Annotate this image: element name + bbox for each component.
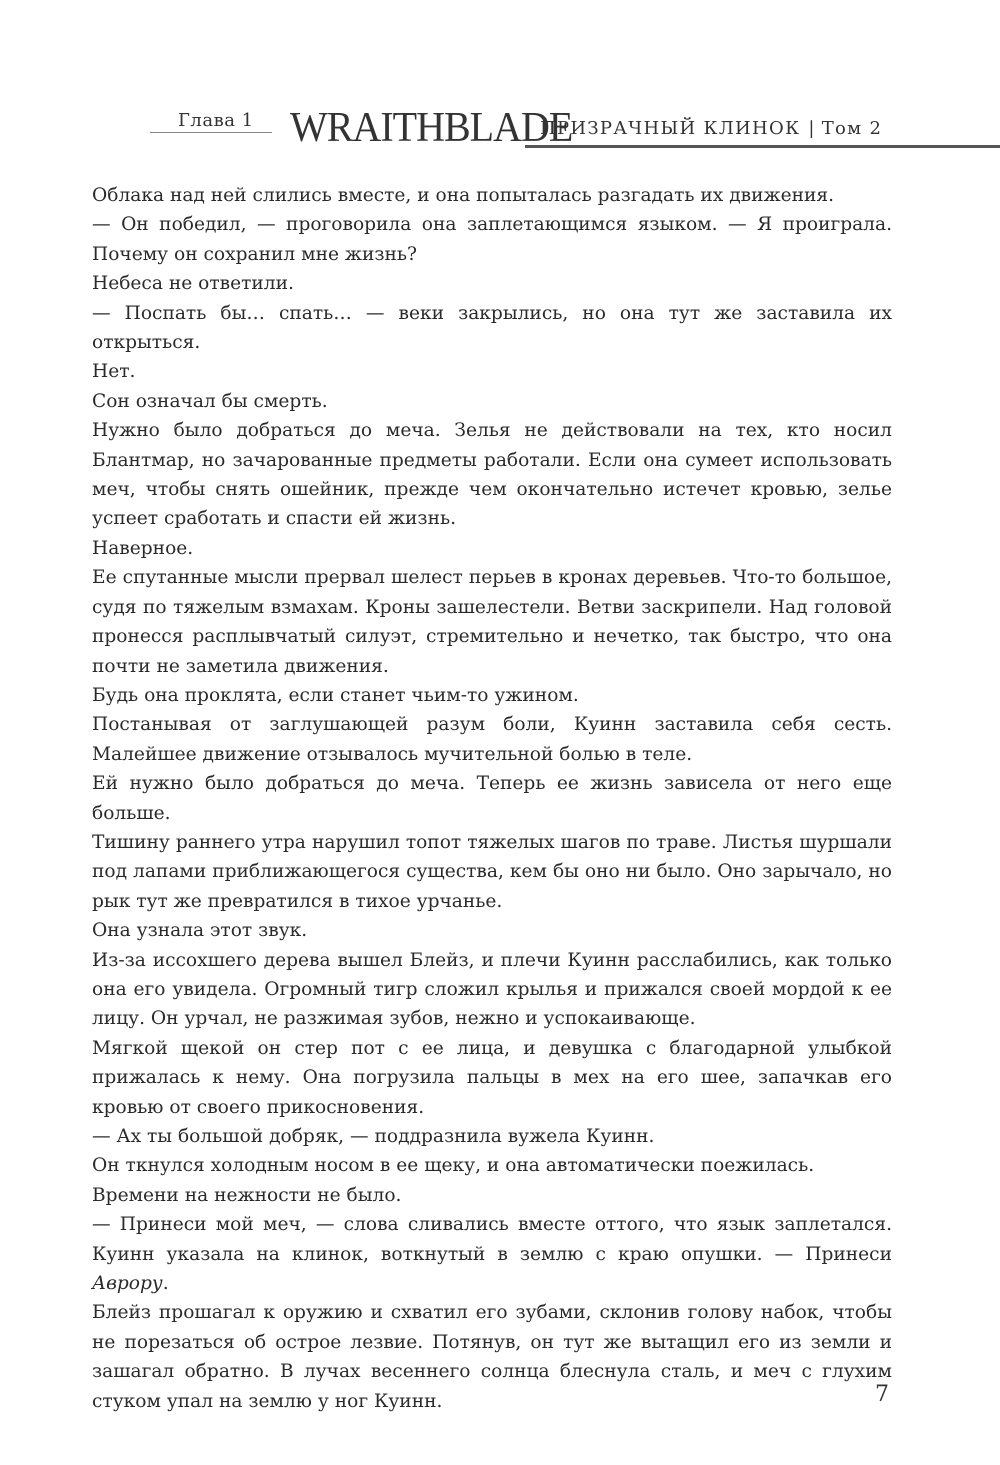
page-body: [92, 181, 892, 1416]
header-separator: |: [808, 118, 816, 139]
paragraph: Мягкой щекой он стер пот с ее лица, и девушка с благодарной улыбкой прижалась к нему. Она погрузила пальцы в мех на его шее, запачкав его кровью от своего прикосновения.: [92, 1037, 892, 1118]
paragraph: Облака над ней слились вместе, и она попыталась разгадать их движения.: [92, 185, 835, 206]
paragraph: Нет.: [92, 361, 136, 383]
sword-name: Аврору: [92, 1273, 163, 1295]
sword-text-before: — Принеси мой меч, — слова сливались вместе оттого, что язык заплетался. Куинн указала на клинок, воткнутый в землю с краю опушки. — Принеси: [92, 1214, 892, 1265]
paragraph: Тишину раннего утра нарушил топот тяжелых шагов по траве. Листья шуршали под лапами приближающегося существа, кем бы оно ни было. Оно зарычало, но рык тут же превратился в тихое урчанье.: [92, 831, 892, 912]
paragraph: Постанывая от заглушающей разум боли, Куинн заставила себя сесть. Малейшее движение отзывалось мучительной болью в теле.: [92, 714, 892, 765]
series-name: ПРИЗРАЧНЫЙ КЛИНОК: [540, 118, 801, 139]
paragraph: Наверное.: [92, 537, 194, 559]
paragraph: Будь она проклята, если станет чьим-то ужином.: [92, 684, 579, 706]
paragraph: Ей нужно было добраться до меча. Теперь ее жизнь зависела от него еще больше.: [92, 773, 892, 824]
paragraph: Небеса не ответили.: [92, 273, 294, 295]
series-title: [540, 118, 882, 139]
paragraph: — Он победил, — проговорила она заплетающимся языком. — Я проиграла. Почему он сохранил мне жизнь?: [92, 214, 892, 265]
paragraph: Он ткнулся холодным носом в ее щеку, и она автоматически поежилась.: [92, 1155, 815, 1177]
volume-label: Том 2: [821, 118, 883, 139]
chapter-rule: [150, 132, 272, 133]
chapter-label: Глава 1: [178, 110, 254, 131]
paragraph: — Поспать бы… спать… — веки закрылись, но она тут же заставила их открыться.: [92, 302, 892, 354]
page-number: 7: [875, 1382, 889, 1407]
running-header: [0, 100, 1000, 160]
wraithblade-logo: WRAITHBLADE: [290, 103, 573, 151]
paragraph: Сон означал бы смерть.: [92, 390, 328, 412]
series-rule: [525, 145, 1000, 148]
paragraph: — Ах ты большой добряк, — поддразнила вужела Куинн.: [92, 1126, 655, 1147]
paragraph: Ее спутанные мысли прервал шелест перьев в кронах деревьев. Что-то большое, судя по тяжелым взмахам. Кроны зашелестели. Ветви заскрипели. Над головой пронесся расплывчатый силуэт, стремительно и нечетко, так быстро, что она почти не заметила движения.: [92, 567, 892, 677]
paragraph: Времени на нежности не было.: [92, 1184, 402, 1206]
sword-text-after: .: [162, 1273, 169, 1295]
paragraph: Из-за иссохшего дерева вышел Блейз, и плечи Куинн расслабились, как только она его увидела. Огромный тигр сложил крылья и прижался своей мордой к ее лицу. Он урчал, не разжимая зубов, нежно и успокаивающе.: [92, 949, 892, 1030]
paragraph: Нужно было добраться до меча. Зелья не действовали на тех, кто носил Блантмар, но зачарованные предметы работали. Если она сумеет использовать меч, чтобы снять ошейник, прежде чем окончательно истечет кровью, зелье успеет сработать и спасти ей жизнь.: [92, 420, 892, 530]
paragraph-final: Блейз прошагал к оружию и схватил его зубами, склонив голову набок, чтобы не порезаться об острое лезвие. Потянув, он тут же вытащил его из земли и зашагал обратно. В лучах весеннего солнца блеснула сталь, и меч с глухим стуком упал на землю у ног Куинн.: [92, 1302, 892, 1412]
paragraph-sword: [92, 1210, 892, 1298]
paragraph: Она узнала этот звук.: [92, 920, 308, 942]
